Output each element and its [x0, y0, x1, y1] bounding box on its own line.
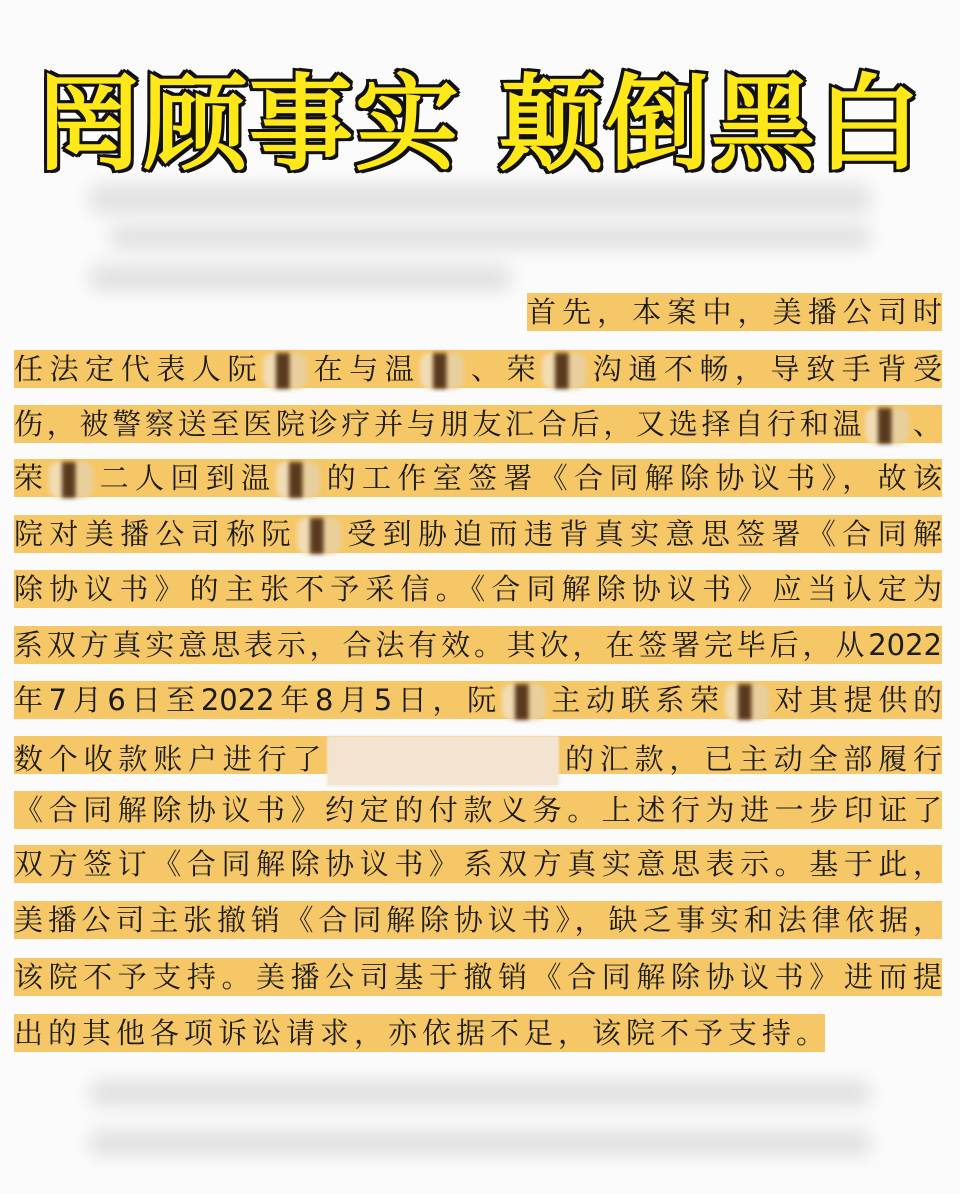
line-text: 伤，被警察送至医院诊疗并与朋友汇合后，又选择自行和温	[14, 407, 866, 441]
line-text: 的汇款，已主动全部履行	[559, 742, 942, 776]
text-line	[14, 791, 942, 829]
highlight	[14, 1014, 825, 1052]
line-text: 沟通不畅，导致手背受	[586, 352, 942, 386]
line-text: 除协议书》的主张不予采信。《合同解除协议书》应当认定为	[14, 572, 942, 606]
line-text: 院对美播公司称阮	[14, 517, 297, 551]
line-text: 首先，本案中，美播公司时	[527, 295, 942, 329]
text-line	[14, 736, 942, 774]
redacted-name	[420, 353, 464, 389]
line-text: 任法定代表人阮	[14, 352, 264, 386]
line-text: 系双方真实意思表示，合法有效。其次，在签署完毕后，从2022	[14, 628, 942, 662]
line-text: 二人回到温	[93, 461, 277, 495]
line-text: 在与温	[307, 352, 421, 386]
blurred-text-top-3	[90, 265, 510, 291]
text-line	[14, 570, 942, 608]
line-text: 美播公司主张撤销《合同解除协议书》，缺乏事实和法律依据，	[14, 903, 942, 937]
text-line	[14, 958, 942, 996]
text-line	[14, 901, 942, 939]
text-line	[14, 515, 942, 553]
highlight	[14, 459, 942, 497]
highlight	[14, 626, 942, 664]
headline-title: 罔顾事实 颠倒黑白	[36, 63, 924, 185]
line-text: 荣	[14, 461, 50, 495]
redacted-name	[263, 353, 307, 389]
highlight	[14, 405, 942, 443]
redacted-name	[502, 684, 546, 720]
redacted-amount	[327, 736, 559, 786]
line-text: 对其提供的	[768, 683, 942, 717]
text-line	[14, 845, 942, 883]
redacted-name	[725, 684, 769, 720]
redacted-name	[49, 462, 93, 498]
redacted-name	[276, 462, 320, 498]
line-text: 数个收款账户进行了	[14, 742, 328, 776]
text-line	[14, 1014, 825, 1052]
highlight	[14, 570, 942, 608]
highlight	[14, 791, 942, 829]
text-line	[14, 405, 942, 443]
text-line	[14, 681, 942, 719]
text-line	[527, 293, 942, 331]
redacted-name	[297, 518, 341, 554]
blurred-text-top-2	[110, 225, 870, 249]
redacted-name	[542, 353, 586, 389]
blurred-text-bottom-1	[90, 1080, 870, 1106]
highlight	[14, 845, 942, 883]
highlight	[14, 736, 942, 774]
highlight	[14, 681, 942, 719]
line-text: 年7月6日至2022年8月5日，阮	[14, 683, 502, 717]
line-text: 出的其他各项诉讼请求，亦依据不足，该院不予支持。	[14, 1016, 825, 1050]
redacted-name	[865, 408, 909, 444]
highlight	[14, 958, 942, 996]
highlight	[14, 901, 942, 939]
line-text: 主动联系荣	[545, 683, 725, 717]
highlight	[14, 350, 942, 388]
blurred-text-bottom-2	[90, 1130, 870, 1156]
line-text: 、荣	[464, 352, 543, 386]
line-text: 该院不予支持。美播公司基于撤销《合同解除协议书》进而提	[14, 960, 942, 994]
line-text: 《合同解除协议书》约定的付款义务。上述行为进一步印证了	[14, 793, 942, 827]
line-text: 的工作室签署《合同解除协议书》，故该	[320, 461, 942, 495]
line-text: 受到胁迫而违背真实意思签署《合同解	[340, 517, 942, 551]
text-line	[14, 626, 942, 664]
line-text: 、	[909, 407, 942, 441]
text-line	[14, 459, 942, 497]
highlight	[14, 515, 942, 553]
text-line	[14, 350, 942, 388]
highlight	[527, 293, 942, 331]
line-text: 双方签订《合同解除协议书》系双方真实意思表示。基于此，	[14, 847, 942, 881]
